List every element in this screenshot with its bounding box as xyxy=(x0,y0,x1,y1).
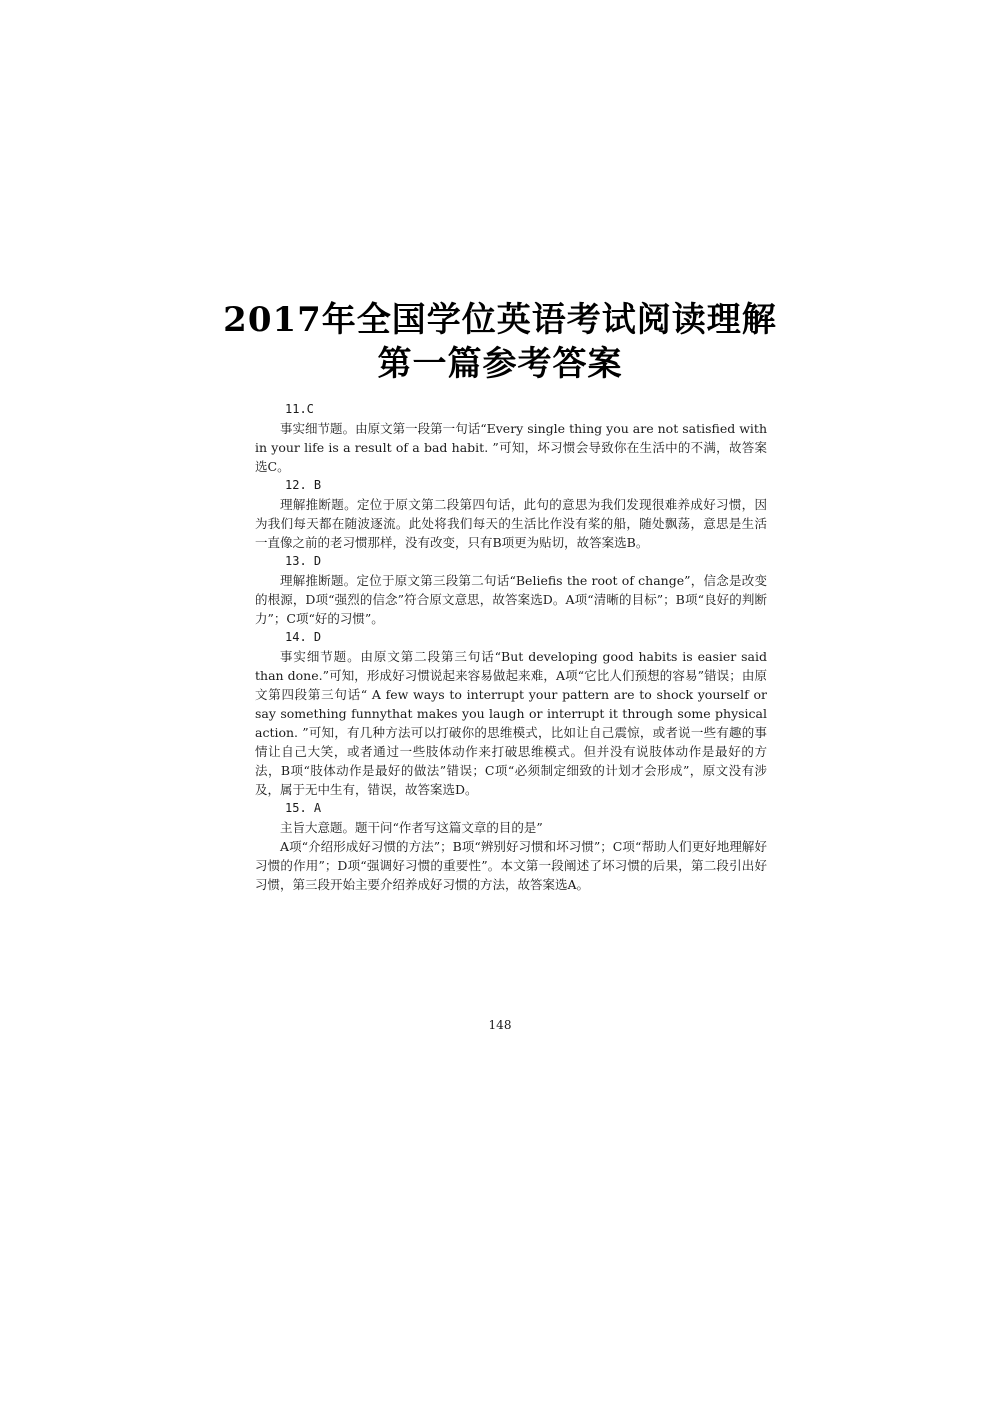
document-title-line-1: 2017年全国学位英语考试阅读理解 xyxy=(223,300,777,340)
question-number: 13. D xyxy=(285,554,322,568)
answer-explanation: 事实细节题。由原文第二段第三句话“But developing good habits is easier said than done.”可知，形成好习惯说起来容易做起来难，A项“它比人们预想的容易”错误；由原文第四段第三句话“ A few ways to interrupt your pattern are to shock yourself or say something funnythat makes you laugh or interrupt it through some physical action. ”可知，有几种方法可以打破你的思维模式，比如让自己震惊，或者说一些有趣的事情让自己大笑，或者通过一些肢体动作来打破思维模式。但并没有说肢体动作是最好的方法，B项“肢体动作是最好的做法”错误；C项“必须制定细致的计划才会形成”，原文没有涉及，属于无中生有，错误，故答案选D。 xyxy=(255,649,767,797)
page-number: 148 xyxy=(488,1018,512,1032)
question-number: 15. A xyxy=(285,801,322,815)
answer-explanation: 主旨大意题。题干问“作者写这篇文章的目的是” xyxy=(280,820,543,835)
answer-block-15 xyxy=(255,799,767,894)
document-title-line-2: 第一篇参考答案 xyxy=(377,344,623,384)
question-number: 14. D xyxy=(285,630,322,644)
answer-explanation: 理解推断题。定位于原文第二段第四句话，此句的意思为我们发现很难养成好习惯，因为我们每天都在随波逐流。此处将我们每天的生活比作没有桨的船，随处飘荡，意思是生活一直像之前的老习惯那样，没有改变，只有B项更为贴切，故答案选B。 xyxy=(255,497,767,550)
answer-explanation: 理解推断题。定位于原文第三段第二句话“Beliefis the root of change”，信念是改变的根源，D项“强烈的信念”符合原文意思，故答案选D。A项“清晰的目标”；B项“良好的判断力”；C项“好的习惯”。 xyxy=(255,573,767,626)
answer-block-14 xyxy=(255,628,767,799)
answer-explanation: 事实细节题。由原文第一段第一句话“Every single thing you are not satisfied with in your life is a result of a bad habit. ”可知，坏习惯会导致你在生活中的不满，故答案选C。 xyxy=(255,421,767,474)
question-number: 11.C xyxy=(285,402,314,416)
answer-block-13 xyxy=(255,552,767,628)
answer-block-12 xyxy=(255,476,767,552)
answer-block-11 xyxy=(255,400,767,476)
answer-explanation-options: A项“介绍形成好习惯的方法”；B项“辨别好习惯和坏习惯”；C项“帮助人们更好地理解好习惯的作用”；D项“强调好习惯的重要性”。本文第一段阐述了坏习惯的后果，第二段引出好习惯，第三段开始主要介绍养成好习惯的方法，故答案选A。 xyxy=(255,839,767,892)
answers-content xyxy=(255,400,767,894)
question-number: 12. B xyxy=(285,478,322,492)
